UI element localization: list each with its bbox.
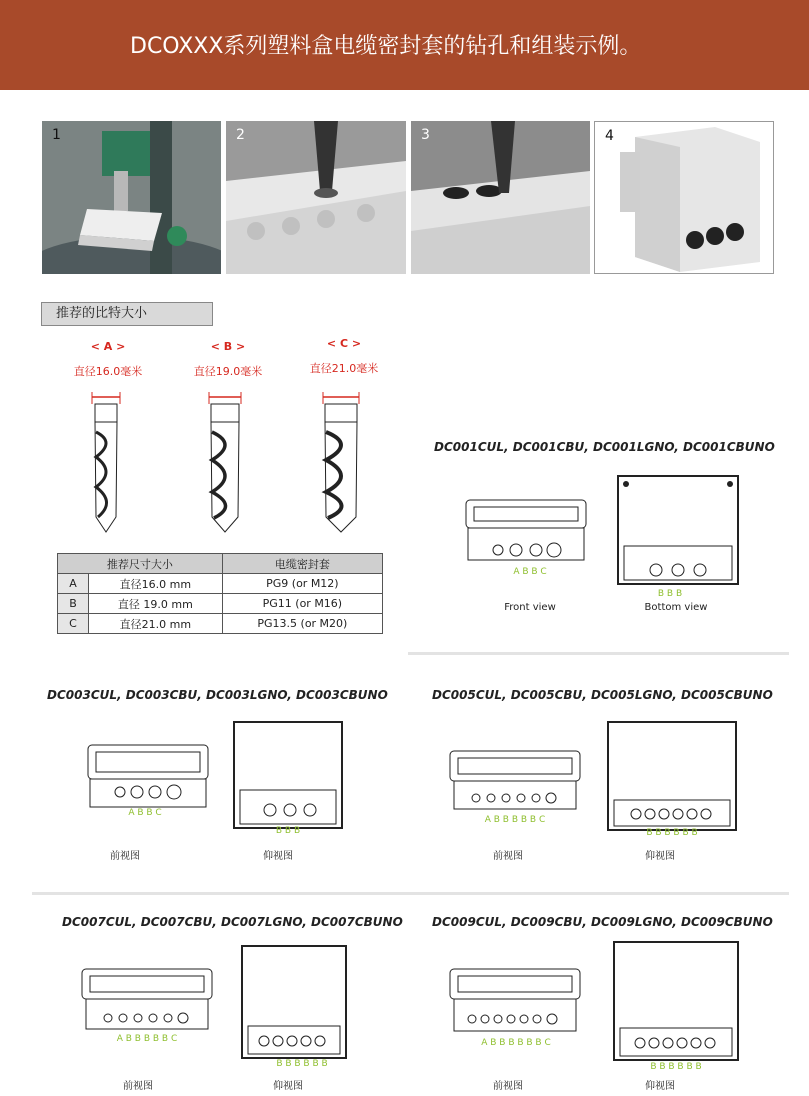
front-view-caption: 前视图 <box>110 851 140 862</box>
assembled-box-illustration <box>595 122 773 273</box>
drill-press-illustration <box>42 121 221 274</box>
model-dc003-bottom-view <box>232 720 344 830</box>
table-row <box>58 614 383 634</box>
drill-bit-c-drawing <box>320 392 364 537</box>
table-cell: A <box>58 574 89 594</box>
model-title: DC003CUL, DC003CBU, DC003LGNO, DC003CBUNO <box>47 688 388 702</box>
gland-position-labels: A B B B B B B C <box>481 1038 551 1048</box>
photo-number: 4 <box>605 128 614 144</box>
table-cell: C <box>58 614 89 634</box>
bottom-view-caption: 仰视图 <box>645 1081 675 1092</box>
photo-drilling-top <box>226 121 406 274</box>
model-dc009-bottom-view <box>612 940 740 1062</box>
recommended-size-table <box>57 553 383 634</box>
table-cell: PG13.5 (or M20) <box>222 614 382 634</box>
model-title: DC005CUL, DC005CBU, DC005LGNO, DC005CBUNO <box>432 688 773 702</box>
gland-position-labels: A B B B B B C <box>116 1034 178 1044</box>
table-cell: 直径16.0 mm <box>89 574 223 594</box>
page-title: DCOXXX系列塑料盒电缆密封套的钻孔和组装示例。 <box>130 34 642 59</box>
gland-position-labels: B B B <box>275 826 301 836</box>
bit-diameter: 直径16.0毫米 <box>73 365 143 378</box>
bottom-view-caption: Bottom view <box>644 602 708 613</box>
bit-c-label <box>284 337 404 376</box>
gland-position-labels: B B B B B B <box>650 1062 702 1072</box>
gland-position-labels: A B B B B B C <box>484 815 546 825</box>
bit-diameter: 直径21.0毫米 <box>309 362 379 375</box>
front-view-caption: Front view <box>504 602 556 613</box>
table-header: 推荐尺寸大小 <box>58 554 223 574</box>
bottom-view-caption: 仰视图 <box>263 851 293 862</box>
gland-position-labels: A B B C <box>513 567 547 577</box>
front-view-caption: 前视图 <box>493 1081 523 1092</box>
photo-number: 2 <box>236 127 245 143</box>
model-dc003-front-view <box>80 742 215 814</box>
table-cell: PG11 (or M16) <box>222 594 382 614</box>
gland-position-labels: B B B B B B <box>646 828 698 838</box>
page-header <box>0 0 809 90</box>
table-header-row <box>58 554 383 574</box>
photo-number: 3 <box>421 127 430 143</box>
table-cell: 直径21.0 mm <box>89 614 223 634</box>
front-view-caption: 前视图 <box>123 1081 153 1092</box>
model-dc007-bottom-view <box>240 944 348 1060</box>
model-dc005-front-view <box>446 748 586 820</box>
model-dc001-bottom-view <box>616 474 740 586</box>
divider <box>408 652 789 655</box>
bit-letter: < C > <box>326 337 362 350</box>
model-dc007-front-view <box>78 966 218 1038</box>
model-dc009-front-view <box>446 966 586 1040</box>
bit-letter: < A > <box>90 340 126 353</box>
table-cell: PG9 (or M12) <box>222 574 382 594</box>
drill-bit-a-drawing <box>86 392 126 537</box>
drilling-holes-illustration <box>411 121 590 274</box>
model-title: DC009CUL, DC009CBU, DC009LGNO, DC009CBUNO <box>432 915 773 929</box>
bit-b-label <box>168 340 288 379</box>
section-title-bit-sizes: 推荐的比特大小 <box>41 302 213 326</box>
table-cell: 直径 19.0 mm <box>89 594 223 614</box>
drill-bit-b-drawing <box>204 392 248 537</box>
photo-drill-press <box>42 121 221 274</box>
photo-number: 1 <box>52 127 61 143</box>
bit-diameter: 直径19.0毫米 <box>193 365 263 378</box>
table-cell: B <box>58 594 89 614</box>
photo-drilling-holes <box>411 121 590 274</box>
front-view-caption: 前视图 <box>493 851 523 862</box>
bit-a-label <box>48 340 168 379</box>
table-row <box>58 574 383 594</box>
gland-position-labels: B B B B B B <box>276 1059 328 1069</box>
table-header: 电缆密封套 <box>222 554 382 574</box>
table-row <box>58 594 383 614</box>
model-title: DC007CUL, DC007CBU, DC007LGNO, DC007CBUNO <box>62 915 403 929</box>
divider <box>32 892 789 895</box>
model-title: DC001CUL, DC001CBU, DC001LGNO, DC001CBUNO <box>434 440 775 454</box>
bit-letter: < B > <box>210 340 246 353</box>
model-dc005-bottom-view <box>606 720 738 832</box>
bottom-view-caption: 仰视图 <box>645 851 675 862</box>
gland-position-labels: B B B <box>657 589 683 599</box>
gland-position-labels: A B B C <box>128 808 162 818</box>
drilling-top-illustration <box>226 121 406 274</box>
bottom-view-caption: 仰视图 <box>273 1081 303 1092</box>
photo-assembled-box <box>594 121 774 274</box>
